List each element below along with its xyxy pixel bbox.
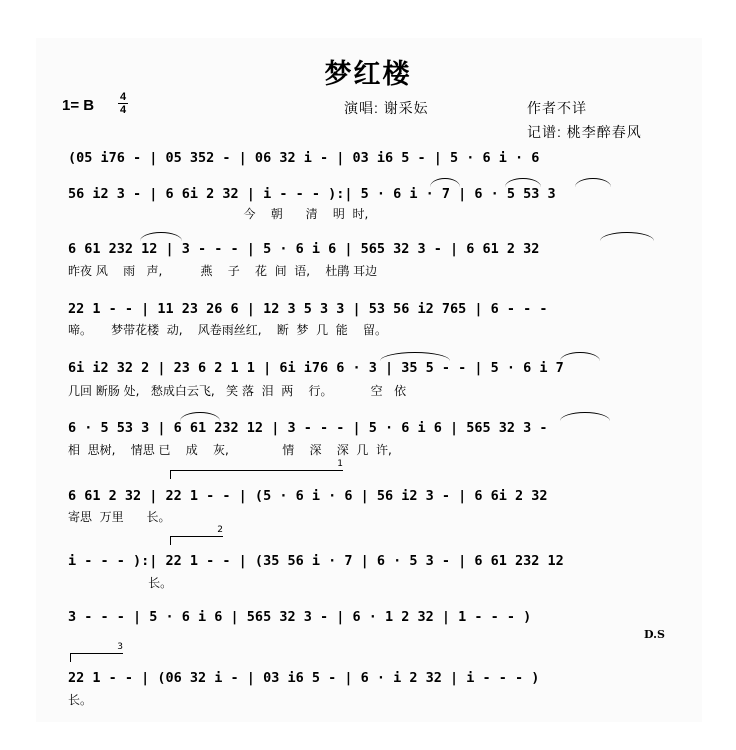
score-line-7: 6 61 2 32 | 22 1 - - | (5 · 6 i · 6 | 56 i2 3 - | 6 6i 2 32 — [68, 488, 548, 504]
score-line-4: 22 1 - - | 11 23 26 6 | 12 3 5 3 3 | 53 56 i2 765 | 6 - - - — [68, 301, 548, 317]
notator-credit: 记谱: 桃李醉春风 — [527, 124, 642, 140]
score-line-10: 22 1 - - | (06 32 i - | 03 i6 5 - | 6 · i 2 32 | i - - - ) — [68, 670, 540, 686]
lyric-line-6: 相 思树, 情思 已 成 灰, 情 深 深 几 许, — [68, 443, 392, 457]
time-signature — [118, 91, 128, 116]
score-line-3: 6 61 232 12 | 3 - - - | 5 · 6 i 6 | 565 32 3 - | 6 61 2 32 — [68, 241, 540, 257]
lyric-line-7: 寄思 万里 长。 — [68, 510, 171, 524]
page-title: 梦红楼 — [324, 59, 412, 90]
score-line-9: 3 - - - | 5 · 6 i 6 | 565 32 3 - | 6 · 1 2 32 | 1 - - - ) — [68, 609, 532, 625]
dal-segno-mark: D.S — [644, 628, 665, 641]
volta-number-2: 2 — [217, 525, 223, 535]
lyric-line-4: 啼。 梦带花楼 动, 风卷雨丝红, 断 梦 几 能 留。 — [68, 323, 387, 337]
lyric-line-9 — [68, 629, 668, 647]
volta-bracket-3 — [70, 642, 123, 662]
time-signature-top: 4 — [119, 91, 127, 103]
score-line-6: 6 · 5 53 3 | 6 61 232 12 | 3 - - - | 5 · 6 i 6 | 565 32 3 - — [68, 420, 548, 436]
time-signature-bottom: 4 — [119, 104, 127, 116]
volta-bracket-1 — [170, 459, 343, 479]
lyric-line-10: 长。 — [68, 693, 93, 707]
volta-number-1: 1 — [337, 459, 343, 469]
score-line-5: 6i i2 32 2 | 23 6 2 1 1 | 6i i76 6 · 3 | 35 5 - - | 5 · 6 i 7 — [68, 360, 564, 376]
score-line-2: 56 i2 3 - | 6 6i 2 32 | i - - - ):| 5 · 6 i · 7 | 6 · 5 53 3 — [68, 186, 556, 202]
key-signature: 1= B — [62, 97, 95, 114]
lyric-line-2: 今 朝 清 明 时, — [68, 207, 369, 221]
score-line-8: i - - - ):| 22 1 - - | (35 56 i · 7 | 6 · 5 3 - | 6 61 232 12 — [68, 553, 564, 569]
volta-bracket-2 — [170, 525, 223, 545]
lyric-line-8: 长。 — [68, 576, 173, 590]
volta-number-3: 3 — [117, 642, 123, 652]
composer-credit: 作者不详 — [527, 100, 587, 116]
score-line-1: (05 i76 - | 05 352 - | 06 32 i - | 03 i6 5 - | 5 · 6 i · 6 — [68, 150, 540, 166]
lyric-line-5: 几回 断肠 处, 愁成白云飞, 笑 落 泪 两 行。 空 依 — [68, 384, 407, 398]
lyric-line-3: 昨夜 风 雨 声, 燕 子 花 间 语, 杜鹃 耳边 — [68, 264, 378, 278]
singer-credit: 演唱: 谢采妘 — [344, 100, 429, 116]
